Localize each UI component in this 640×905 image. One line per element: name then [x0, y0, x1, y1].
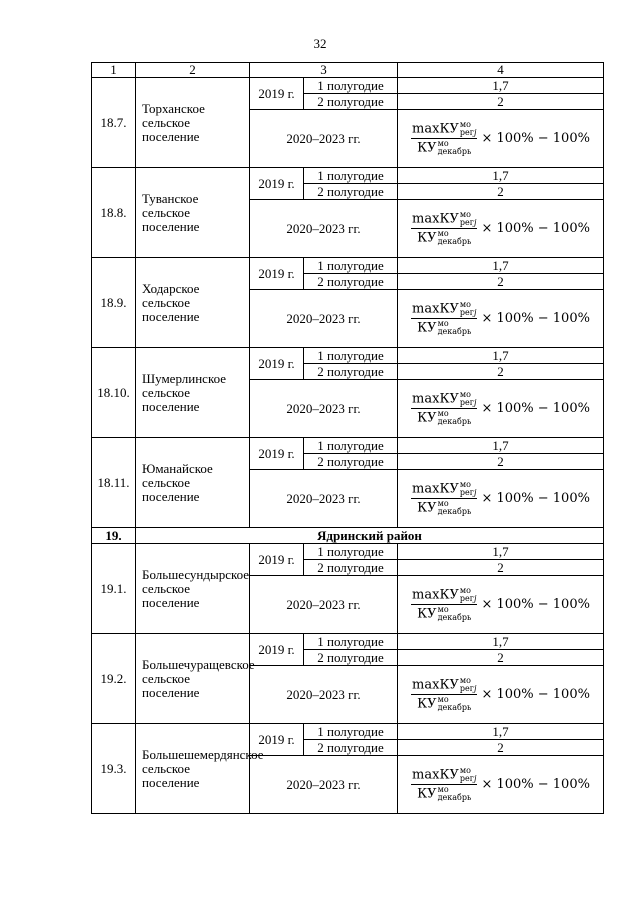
period-cell: 2020–2023 гг.: [250, 110, 398, 168]
formula-fraction: [411, 211, 477, 246]
growth-formula: [398, 391, 603, 426]
formula-fraction: [411, 391, 477, 426]
half-year-2: 2 полугодие: [304, 184, 398, 200]
formula-denominator: КУ мо декабрь: [417, 229, 472, 246]
formula-cell: [398, 666, 604, 724]
period-cell: 2020–2023 гг.: [250, 576, 398, 634]
half-year-2: 2 полугодие: [304, 560, 398, 576]
growth-formula: [398, 481, 603, 516]
settlement-name: Юманайское сельское поселение: [136, 438, 250, 528]
formula-fraction: [411, 481, 477, 516]
settlement-name: Туванское сельское поселение: [136, 168, 250, 258]
table-row: [92, 634, 604, 650]
formula-rest: × 100% − 100%: [481, 686, 590, 702]
year-cell: 2019 г.: [250, 348, 304, 380]
formula-fraction: [411, 301, 477, 336]
settlement-name: Торханское сельское поселение: [136, 78, 250, 168]
half-year-2: 2 полугодие: [304, 650, 398, 666]
formula-fraction: [411, 121, 477, 156]
formula-fraction: [411, 587, 477, 622]
value-half-1: 1,7: [398, 258, 604, 274]
formula-cell: [398, 290, 604, 348]
section-number: 19.: [92, 528, 136, 544]
table-row: [92, 348, 604, 364]
formula-numerator: maxКУ мо регj: [412, 390, 477, 407]
half-year-2: 2 полугодие: [304, 454, 398, 470]
table-row: [92, 258, 604, 274]
value-half-1: 1,7: [398, 724, 604, 740]
header-col-3: 3: [250, 63, 398, 78]
row-number: 19.3.: [92, 724, 136, 814]
table-row: [92, 724, 604, 740]
formula-denominator: КУ мо декабрь: [417, 785, 472, 802]
row-number: 18.10.: [92, 348, 136, 438]
value-half-1: 1,7: [398, 634, 604, 650]
growth-formula: [398, 767, 603, 802]
formula-cell: [398, 380, 604, 438]
growth-formula: [398, 211, 603, 246]
year-cell: 2019 г.: [250, 168, 304, 200]
half-year-1: 1 полугодие: [304, 724, 398, 740]
value-half-2: 2: [398, 454, 604, 470]
year-cell: 2019 г.: [250, 634, 304, 666]
formula-rest: × 100% − 100%: [481, 220, 590, 236]
row-number: 18.9.: [92, 258, 136, 348]
formula-numerator: maxКУ мо регj: [412, 300, 477, 317]
year-cell: 2019 г.: [250, 78, 304, 110]
row-number: 19.1.: [92, 544, 136, 634]
period-cell: 2020–2023 гг.: [250, 756, 398, 814]
table-row: [92, 78, 604, 94]
formula-numerator: maxКУ мо регj: [412, 480, 477, 497]
period-cell: 2020–2023 гг.: [250, 200, 398, 258]
formula-rest: × 100% − 100%: [481, 596, 590, 612]
period-cell: 2020–2023 гг.: [250, 666, 398, 724]
settlement-name: Большешемердянское сельское поселение: [136, 724, 250, 814]
formula-rest: × 100% − 100%: [481, 310, 590, 326]
formula-rest: × 100% − 100%: [481, 130, 590, 146]
table-header-row: [92, 63, 604, 78]
table-row: [92, 438, 604, 454]
value-half-2: 2: [398, 560, 604, 576]
formula-denominator: КУ мо декабрь: [417, 695, 472, 712]
settlement-name: Большесундырское сельское поселение: [136, 544, 250, 634]
formula-cell: [398, 756, 604, 814]
formula-cell: [398, 470, 604, 528]
half-year-2: 2 полугодие: [304, 94, 398, 110]
tariff-table: [91, 62, 604, 814]
formula-denominator: КУ мо декабрь: [417, 409, 472, 426]
section-title: Ядринский район: [136, 528, 604, 544]
period-cell: 2020–2023 гг.: [250, 380, 398, 438]
value-half-2: 2: [398, 650, 604, 666]
formula-fraction: [411, 767, 477, 802]
value-half-2: 2: [398, 94, 604, 110]
half-year-1: 1 полугодие: [304, 258, 398, 274]
value-half-2: 2: [398, 184, 604, 200]
formula-cell: [398, 110, 604, 168]
settlement-name: Большечуращевское сельское поселение: [136, 634, 250, 724]
page-number: 32: [313, 36, 327, 51]
formula-numerator: maxКУ мо регj: [412, 210, 477, 227]
period-cell: 2020–2023 гг.: [250, 470, 398, 528]
period-cell: 2020–2023 гг.: [250, 290, 398, 348]
formula-cell: [398, 200, 604, 258]
formula-rest: × 100% − 100%: [481, 776, 590, 792]
header-col-4: 4: [398, 63, 604, 78]
growth-formula: [398, 121, 603, 156]
value-half-1: 1,7: [398, 544, 604, 560]
section-row: [92, 528, 604, 544]
half-year-1: 1 полугодие: [304, 78, 398, 94]
value-half-2: 2: [398, 274, 604, 290]
growth-formula: [398, 301, 603, 336]
value-half-1: 1,7: [398, 78, 604, 94]
half-year-1: 1 полугодие: [304, 438, 398, 454]
growth-formula: [398, 587, 603, 622]
row-number: 18.11.: [92, 438, 136, 528]
half-year-1: 1 полугодие: [304, 544, 398, 560]
year-cell: 2019 г.: [250, 258, 304, 290]
formula-numerator: maxКУ мо регj: [412, 586, 477, 603]
row-number: 18.8.: [92, 168, 136, 258]
half-year-2: 2 полугодие: [304, 274, 398, 290]
growth-formula: [398, 677, 603, 712]
table-row: [92, 168, 604, 184]
row-number: 19.2.: [92, 634, 136, 724]
formula-fraction: [411, 677, 477, 712]
formula-denominator: КУ мо декабрь: [417, 605, 472, 622]
row-number: 18.7.: [92, 78, 136, 168]
formula-numerator: maxКУ мо регj: [412, 766, 477, 783]
formula-denominator: КУ мо декабрь: [417, 499, 472, 516]
value-half-1: 1,7: [398, 348, 604, 364]
formula-denominator: КУ мо декабрь: [417, 139, 472, 156]
formula-denominator: КУ мо декабрь: [417, 319, 472, 336]
year-cell: 2019 г.: [250, 544, 304, 576]
half-year-2: 2 полугодие: [304, 740, 398, 756]
header-col-2: 2: [136, 63, 250, 78]
formula-cell: [398, 576, 604, 634]
half-year-1: 1 полугодие: [304, 168, 398, 184]
formula-rest: × 100% − 100%: [481, 490, 590, 506]
formula-rest: × 100% − 100%: [481, 400, 590, 416]
value-half-2: 2: [398, 740, 604, 756]
half-year-1: 1 полугодие: [304, 348, 398, 364]
value-half-1: 1,7: [398, 438, 604, 454]
value-half-2: 2: [398, 364, 604, 380]
half-year-2: 2 полугодие: [304, 364, 398, 380]
year-cell: 2019 г.: [250, 724, 304, 756]
year-cell: 2019 г.: [250, 438, 304, 470]
table-row: [92, 544, 604, 560]
settlement-name: Ходарское сельское поселение: [136, 258, 250, 348]
formula-numerator: maxКУ мо регj: [412, 676, 477, 693]
half-year-1: 1 полугодие: [304, 634, 398, 650]
settlement-name: Шумерлинское сельское поселение: [136, 348, 250, 438]
value-half-1: 1,7: [398, 168, 604, 184]
header-col-1: 1: [92, 63, 136, 78]
formula-numerator: maxКУ мо регj: [412, 120, 477, 137]
